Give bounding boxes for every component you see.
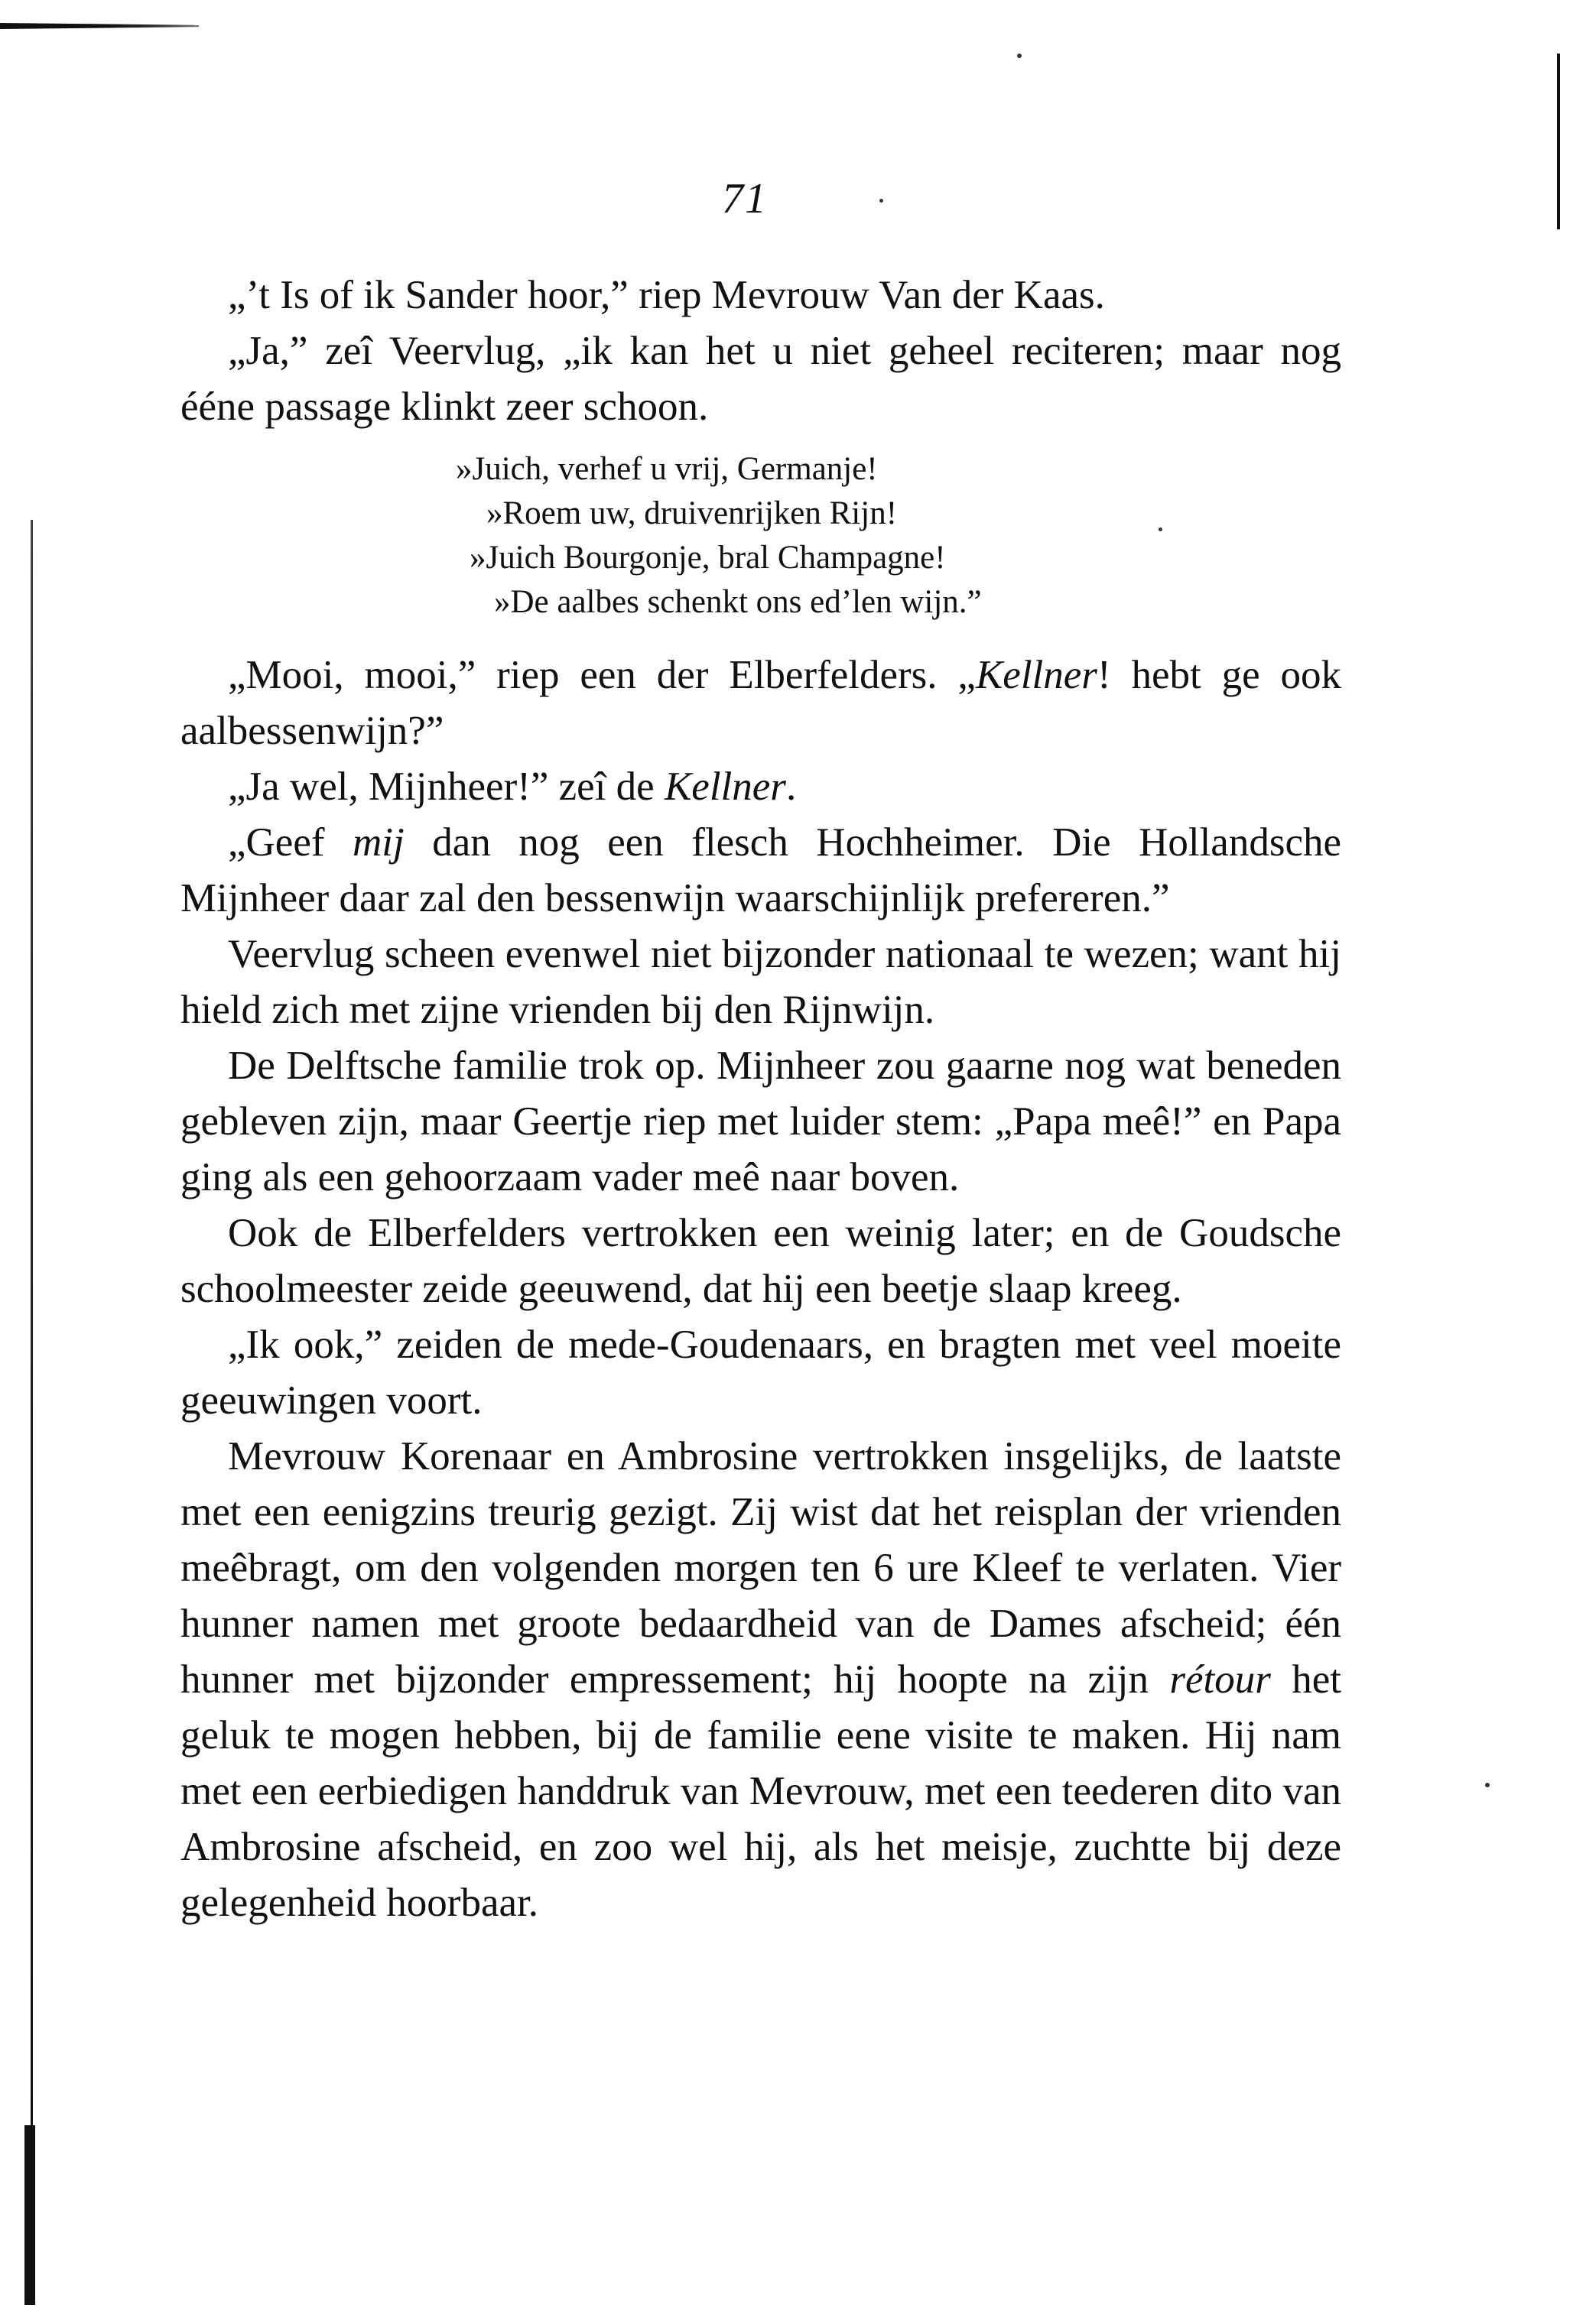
paragraph: Ook de Elberfelders vertrokken een weinig later; en de Goudsche schoolmeester zeide geeuwend, dat hij een beetje slaap kreeg. — [180, 1211, 1341, 1311]
poem-line: »Juich Bourgonje, bral Champagne! — [470, 540, 946, 576]
scan-edge-mark-right — [1557, 54, 1560, 229]
paragraph — [180, 759, 1341, 815]
poem-line: »De aalbes schenkt ons ed’len wijn.” — [494, 584, 982, 620]
scan-edge-mark-bottom-left — [24, 2125, 35, 2305]
text-run: Mevrouw Korenaar en Ambrosine vertrokken insgelijks, de laatste met een eenigzins treurig gezigt. Zij wist dat het reisplan der vrienden meêbragt, om den volgenden morgen ten 6 ure Kleef te verlaten. Vier hunner namen met groote bedaardheid van de Dames afscheid; één hunner met bijzonder empressement; hij hoopte na zijn — [180, 1434, 1341, 1702]
italic-word: rétour — [1169, 1657, 1271, 1702]
text-run: ! hebt ge ook aalbessenwijn?” — [180, 653, 1341, 753]
scan-edge-line-left — [31, 520, 33, 2240]
paragraph — [180, 815, 1341, 927]
italic-word: Kellner — [975, 653, 1097, 697]
text-run: „Mooi, mooi,” riep een der Elberfelders. „ — [228, 653, 976, 697]
text-run: „Geef — [228, 820, 353, 865]
paragraph: „’t Is of ik Sander hoor,” riep Mevrouw Van der Kaas. — [228, 273, 1105, 317]
text-run: dan nog een flesch Hochheimer. Die Hollandsche Mijnheer daar zal den bessenwijn waarschijnlijk prefereren.” — [180, 820, 1342, 920]
italic-word: Kellner — [664, 764, 786, 809]
italic-word: mij — [353, 820, 405, 865]
paragraph: „Ja,” zeî Veervlug, „ik kan het u niet geheel reciteren; maar nog ééne passage klinkt zeer schoon. — [180, 329, 1341, 429]
body-text — [180, 268, 1341, 1931]
poem-line: »Juich, verhef u vrij, Germanje! — [456, 451, 878, 487]
text-run: „Ja wel, Mijnheer!” zeî de — [228, 764, 665, 809]
poem-line: »Roem uw, druivenrijken Rijn! — [486, 495, 898, 531]
paragraph — [180, 648, 1341, 759]
scan-speck — [1017, 54, 1022, 58]
paragraph: Veervlug scheen evenwel niet bijzonder nationaal te wezen; want hij hield zich met zijne vrienden bij den Rijnwijn. — [180, 932, 1341, 1032]
poem-stanza — [180, 447, 1341, 625]
text-run: . — [785, 764, 797, 809]
scan-speck — [1485, 1783, 1490, 1787]
scan-speck — [879, 199, 883, 203]
scan-edge-mark-top — [0, 23, 199, 29]
text-run: het geluk te mogen hebben, bij de familie eene visite te maken. Hij nam met een eerbiedigen handdruk van Mevrouw, met een teederen dito van Ambrosine afscheid, en zoo wel hij, als het meisje, zuchtte bij deze gelegenheid hoorbaar. — [180, 1657, 1341, 1925]
paragraph: De Delftsche familie trok op. Mijnheer zou gaarne nog wat beneden gebleven zijn, maar Geertje riep met luider stem: „Papa meê!” en Papa ging als een gehoorzaam vader meê naar boven. — [180, 1044, 1341, 1199]
paragraph — [180, 1429, 1341, 1931]
page-number: 71 — [722, 175, 768, 222]
paragraph: „Ik ook,” zeiden de mede-Goudenaars, en bragten met veel moeite geeuwingen voort. — [180, 1323, 1341, 1423]
